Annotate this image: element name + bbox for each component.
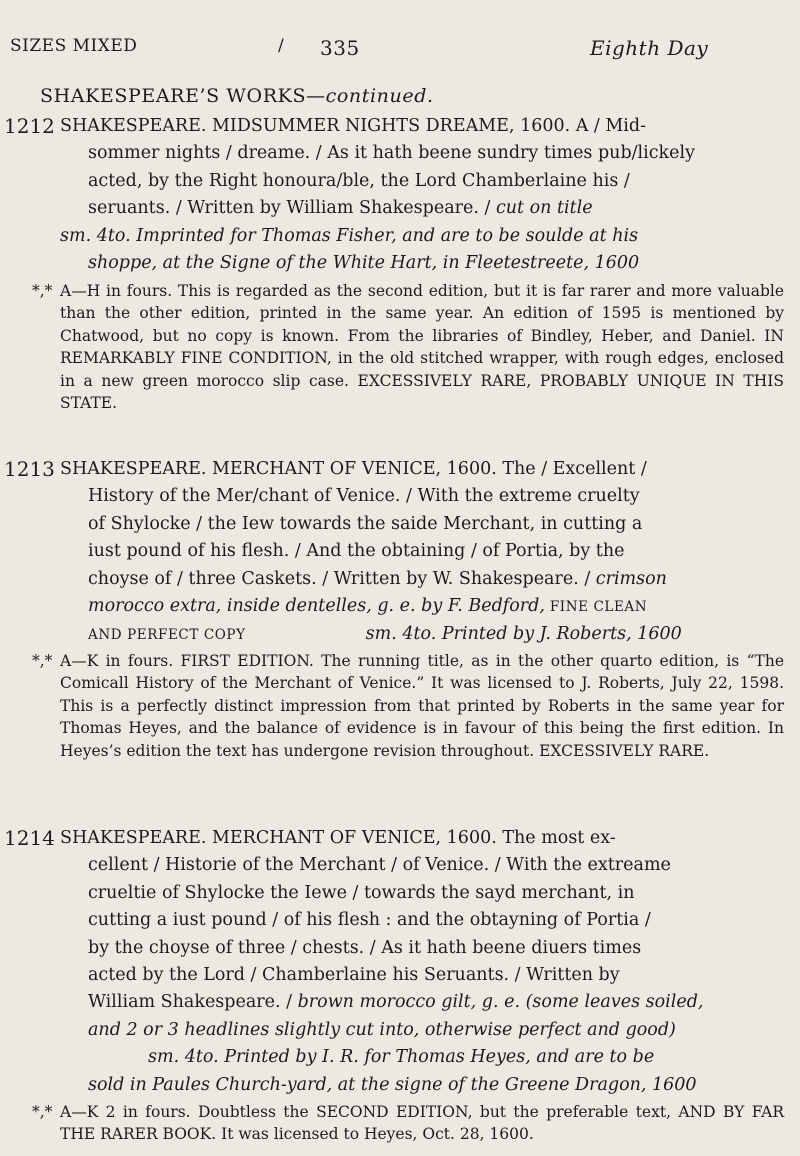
lot-description xyxy=(60,825,786,1099)
section-heading xyxy=(40,85,434,107)
lot-line: SHAKESPEARE. MERCHANT OF VENICE, 1600. The most ex- xyxy=(60,828,616,848)
lot-line: acted by the Lord / Chamberlaine his Seruants. / Written by xyxy=(88,965,620,986)
lot-condition: cut on title xyxy=(490,198,593,219)
lot-line xyxy=(60,621,786,649)
lot-description xyxy=(60,113,786,277)
lot-line xyxy=(60,989,786,1016)
lot-line: cellent / Historie of the Merchant / of Venice. / With the extreame xyxy=(88,855,671,876)
lot-imprint: sm. 4to. Imprinted for Thomas Fisher, and are to be soulde at his xyxy=(60,225,639,246)
page-number: 335 xyxy=(320,36,360,60)
running-head-day: Eighth Day xyxy=(590,36,709,60)
lot-line: SHAKESPEARE. MERCHANT OF VENICE, 1600. The / Excellent / xyxy=(60,459,647,479)
lot-line: sommer nights / dreame. / As it hath beene sundry times pub/lickely xyxy=(88,143,695,164)
lot-number: 1213 xyxy=(4,457,55,481)
lot-condition: FINE CLEAN xyxy=(544,599,648,616)
section-title: SHAKESPEARE’S WORKS— xyxy=(40,85,326,107)
lot-note-text: A—H in fours. This is regarded as the second edition, but it is far rarer and more valuable than the other edition, printed in the same year. An edition of 1595 is mentioned by Chatwood, but no copy is known. From the libraries of Bindley, Heber, and Daniel. IN REMARKABLY FINE CONDITION, in the old stitched wrapper, with rough edges, enclosed in a new green morocco slip case. EXCESSIVELY RARE, PROBABLY UNIQUE IN THIS STATE. xyxy=(60,282,784,413)
lot-condition: AND PERFECT COPY xyxy=(88,627,246,644)
lot-line-text: choyse of / three Caskets. / Written by W. Shakespeare. / xyxy=(88,568,591,589)
lot-note-text: A—K in fours. FIRST EDITION. The running title, as in the other quarto edition, is “The Comicall History of the Merchant of Venice.” It was licensed to J. Roberts, July 22, 1598. This is a perfectly distinct impression from that printed by Roberts in the same year for Thomas Heyes, and the balance of evidence is in favour of this being the first edition. In Heyes’s edition the text has undergone revision throughout. EXCESSIVELY RARE. xyxy=(60,652,784,760)
lot-line-text: seruants. / Written by William Shakespeare. / xyxy=(88,198,491,219)
lot-note xyxy=(32,1101,784,1146)
running-head xyxy=(0,36,800,60)
lot-imprint: sold in Paules Church-yard, at the signe of the Greene Dragon, 1600 xyxy=(88,1074,697,1095)
lot-condition: and 2 or 3 headlines slightly cut into, otherwise perfect and good) xyxy=(88,1019,676,1040)
lot-description xyxy=(60,456,786,650)
lot-note xyxy=(32,280,784,414)
lot-number: 1212 xyxy=(4,114,55,138)
lot-binding: morocco extra, inside dentelles, g. e. by F. Bedford, xyxy=(88,596,545,617)
lot-line: History of the Mer/chant of Venice. / With the extreme cruelty xyxy=(88,486,640,507)
asterism-icon: *,* xyxy=(32,282,53,300)
lot-line: cutting a iust pound / of his flesh : and the obtayning of Portia / xyxy=(88,910,651,931)
lot-number: 1214 xyxy=(4,826,55,850)
asterism-icon: *,* xyxy=(32,1103,53,1121)
lot-imprint: sm. 4to. Printed by J. Roberts, 1600 xyxy=(365,624,682,645)
lot-note xyxy=(32,650,784,762)
lot-binding: brown morocco gilt, g. e. (some leaves soiled, xyxy=(292,992,704,1013)
lot-line-text: William Shakespeare. / xyxy=(88,992,293,1013)
lot-imprint: shoppe, at the Signe of the White Hart, in Fleetestreete, 1600 xyxy=(88,253,640,274)
section-continued: continued. xyxy=(325,85,434,107)
lot-line: iust pound of his flesh. / And the obtaining / of Portia, by the xyxy=(88,541,625,562)
lot-line: crueltie of Shylocke the Iewe / towards the sayd merchant, in xyxy=(88,882,635,903)
lot-binding: crimson xyxy=(590,568,667,589)
lot-imprint: sm. 4to. Printed by I. R. for Thomas Heyes, and are to be xyxy=(148,1047,655,1068)
lot-line: of Shylocke / the Iew towards the saide Merchant, in cutting a xyxy=(88,513,643,534)
running-head-left: SIZES MIXED xyxy=(10,36,138,56)
lot-line xyxy=(60,195,786,222)
asterism-icon: *,* xyxy=(32,652,53,670)
lot-note-text: A—K 2 in fours. Doubtless the SECOND EDITION, but the preferable text, AND BY FAR THE RARER BOOK. It was licensed to Heyes, Oct. 28, 1600. xyxy=(60,1103,784,1144)
lot-line xyxy=(60,566,786,593)
lot-line: acted, by the Right honoura/ble, the Lord Chamberlaine his / xyxy=(88,170,630,191)
lot-line: SHAKESPEARE. MIDSUMMER NIGHTS DREAME, 1600. A / Mid- xyxy=(60,116,647,136)
lot-line: by the choyse of three / chests. / As it hath beene diuers times xyxy=(88,937,642,958)
running-head-mark: / xyxy=(278,36,285,56)
lot-line xyxy=(60,593,786,621)
